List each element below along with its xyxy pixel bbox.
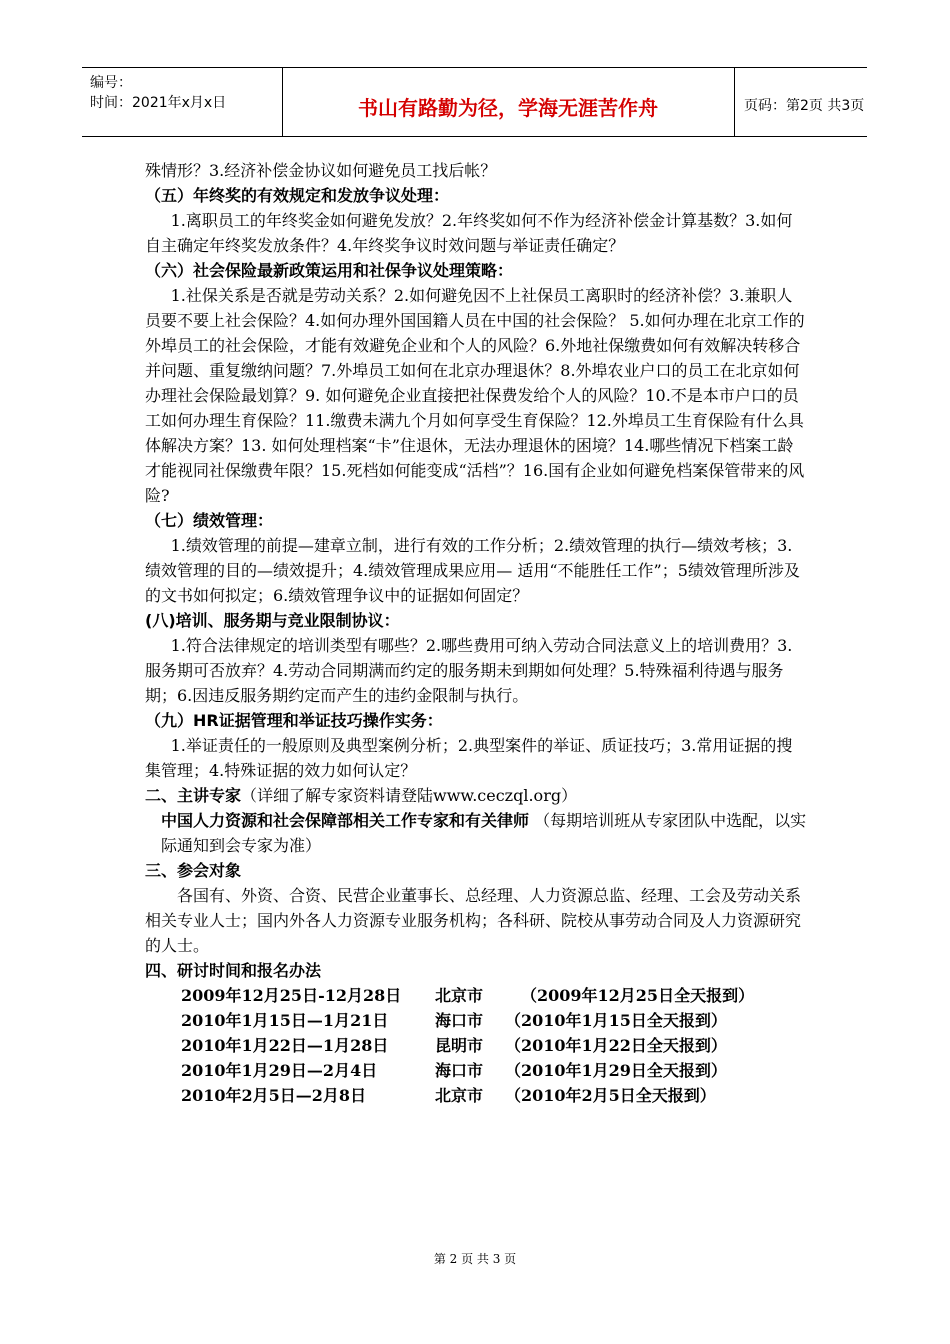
continued-paragraph: 殊情形？3.经济补偿金协议如何避免员工找后帐？ [145,161,497,180]
speakers-note: （详细了解专家资料请登陆www.ceczql.org） [241,786,578,805]
schedule-row [145,1083,807,1108]
time-label: 时间：2021年x月x日 [90,95,227,111]
paragraph-section-7: 1.绩效管理的前提—建章立制，进行有效的工作分析；2.绩效管理的执行—绩效考核；3.绩效管理的目的—绩效提升；4.绩效管理成果应用— 适用“不能胜任工作”；5绩效管理所涉及的文书如何拟定；6.绩效管理争议中的证据如何固定？ [145,536,800,605]
schedule-title: 四、研讨时间和报名办法 [145,961,322,980]
schedule-date: 2009年12月25日-12月28日 [181,986,402,1005]
heading-section-6: （六）社会保险最新政策运用和社保争议处理策略： [145,261,514,280]
schedule-row-first [145,983,807,1008]
paragraph-section-8: 1.符合法律规定的培训类型有哪些？2.哪些费用可纳入劳动合同法意义上的培训费用？3.服务期可否放弃？4.劳动合同期满而约定的服务期未到期如何处理？5.特殊福利待遇与服务期；6.因违反服务期约定而产生的违约金限制与执行。 [145,636,793,705]
schedule-note: （2010年1月29日全天报到） [505,1061,727,1080]
schedule-row [145,1058,807,1083]
schedule-city: 海口市 [435,1061,484,1080]
paragraph-section-9: 1.举证责任的一般原则及典型案例分析；2.典型案件的举证、质证技巧；3.常用证据的搜集管理；4.特殊证据的效力如何认定？ [145,736,793,780]
header-middle-cell [282,68,735,136]
speakers-experts-note: （每期培训班从专家团队中选配，以实际通知到会专家为准） [161,811,807,855]
heading-section-5: （五）年终奖的有效规定和发放争议处理： [145,186,450,205]
schedule-row [145,1008,807,1033]
page-footer: 第 2 页 共 3 页 [433,1252,517,1266]
audience-title: 三、参会对象 [145,861,242,880]
paragraph-section-5: 1.离职员工的年终奖金如何避免发放？2.年终奖如何不作为经济补偿金计算基数？3.如何自主确定年终奖发放条件？4.年终奖争议时效问题与举证责任确定？ [145,211,793,255]
schedule-date: 2010年2月5日—2月8日 [181,1086,367,1105]
audience-text: 各国有、外资、合资、民营企业董事长、总经理、人力资源总监、经理、工会及劳动关系相关专业人士；国内外各人力资源专业服务机构；各科研、院校从事劳动合同及人力资源研究的人士。 [145,886,802,955]
paragraph-section-6: 1.社保关系是否就是劳动关系？2.如何避免因不上社保员工离职时的经济补偿？3.兼职人员要不要上社会保险？4.如何办理外国国籍人员在中国的社会保险？ 5.如何办理在北京工作的外埠员工的社会保险，才能有效避免企业和个人的风险？6.外地社保缴费如何有效解决转移合并问题、重复缴纳问题？7.外埠员工如何在北京办理退休？8.外埠农业户口的员工在北京如何办理社会保险最划算？9. 如何避免企业直接把社保费发给个人的风险？10.不是本市户口的员工如何办理生育保险？11.缴费未满九个月如何享受生育保险？12.外埠员工生育保险有什么具体解决方案？13. 如何处理档案“卡”住退休，无法办理退休的困境？14.哪些情况下档案工龄才能视同社保缴费年限？15.死档如何能变成“活档”？16.国有企业如何避免档案保管带来的风险? [145,286,805,505]
heading-section-8: (八)培训、服务期与竞业限制协议： [145,611,400,630]
heading-section-7: （七）绩效管理： [145,511,274,530]
schedule-city: 海口市 [435,1011,484,1030]
schedule-note: （2010年2月5日全天报到） [505,1086,716,1105]
speakers-experts: 中国人力资源和社会保障部相关工作专家和有关律师 [161,811,530,830]
schedule-date: 2010年1月29日—2月4日 [181,1061,378,1080]
schedule-note: （2010年1月15日全天报到） [505,1011,727,1030]
schedule-city: 北京市 [435,986,484,1005]
heading-section-9: （九）HR证据管理和举证技巧操作实务： [145,711,443,730]
speakers-title: 二、主讲专家 [145,786,242,805]
schedule-row [145,1033,807,1058]
schedule-date: 2010年1月22日—1月28日 [181,1036,389,1055]
page-header [82,67,867,137]
motto-text: 书山有路勤为径，学海无涯苦作舟 [358,96,658,120]
schedule-city: 北京市 [435,1086,484,1105]
speakers-text [145,808,807,858]
code-label: 编号： [90,75,132,91]
document-body [145,158,807,1108]
schedule-note: （2009年12月25日全天报到） [521,986,755,1005]
speakers-line [145,783,807,808]
header-right-cell [734,68,867,136]
header-left-cell [82,68,283,136]
page-number-label: 页码：第2页 共3页 [744,98,865,114]
schedule-date: 2010年1月15日—1月21日 [181,1011,389,1030]
schedule-city: 昆明市 [435,1036,484,1055]
schedule-note: （2010年1月22日全天报到） [505,1036,727,1055]
